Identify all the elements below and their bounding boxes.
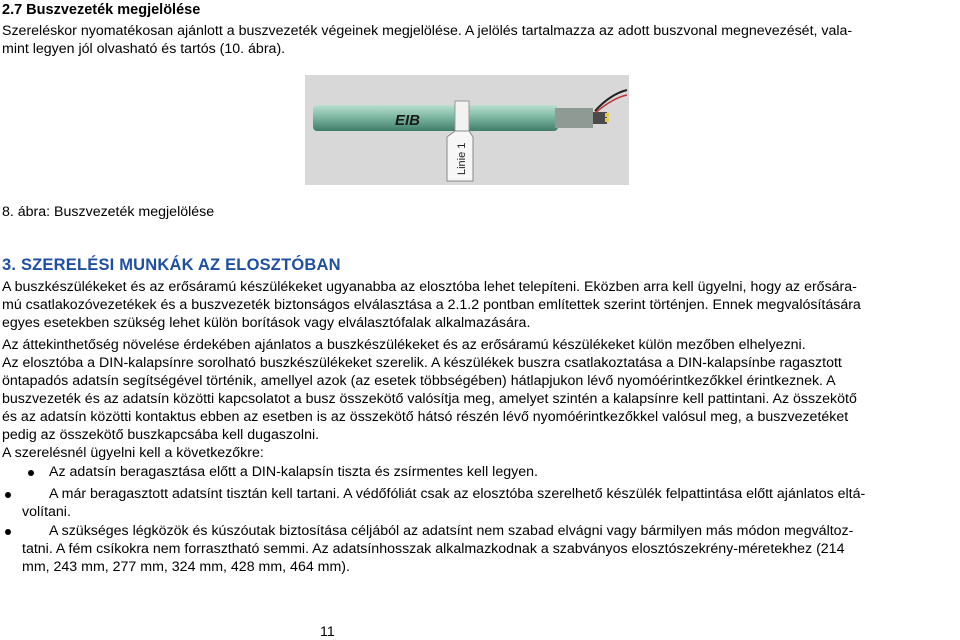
figure-caption: 8. ábra: Buszvezeték megjelölése xyxy=(2,204,215,220)
section-heading: 2.7 Buszvezeték megjelölése xyxy=(2,2,201,18)
bullet-dot xyxy=(5,492,11,498)
bullet-item-3: A szükséges légközök és kúszóutak biztosítása céljából az adatsínt nem szabad elvágni vagy bármilyen más módon megváltoz- xyxy=(49,523,854,539)
paragraph-line: Az elosztóba a DIN-kalapsínre sorolható buszkészülékeket szerelik. A készülékek buszra csatlakoztatása a DIN-kalapsínbe ragasztott xyxy=(2,355,842,371)
paragraph-line: öntapadós adatsín segítségével történik, amellyel azok (az esetek többségében) hátlapjukon lévő nyomóérintkezőkkel érintkeznek. A xyxy=(2,373,836,389)
paragraph-line: pedig az összekötő buszkapcsába kell dugaszolni. xyxy=(2,427,320,443)
chapter-heading: 3. SZERELÉSI MUNKÁK AZ ELOSZTÓBAN xyxy=(2,256,341,274)
bullet-dot xyxy=(28,470,34,476)
paragraph-line: Az áttekinthetőség növelése érdekében ajánlatos a buszkészülékeket és az erősáramú készülékeket külön mezőben elhelyezni. xyxy=(2,337,806,353)
eib-logo-text: EIB xyxy=(395,112,421,129)
cable-illustration xyxy=(305,75,629,185)
paragraph-line: A szerelésnél ügyelni kell a következőkre: xyxy=(2,445,264,461)
cable-marking-figure xyxy=(305,75,629,185)
bullet-item-3-cont: mm, 243 mm, 277 mm, 324 mm, 428 mm, 464 mm). xyxy=(22,559,350,575)
bullet-item-2-cont: volítani. xyxy=(22,504,71,520)
page-number: 11 xyxy=(320,624,335,640)
bullet-item-3-cont: tatni. A fém csíkokra nem forrasztható semmi. Az adatsínhosszak alkalmazkodnak a szabványos elosztószekrény-méretekhez (214 xyxy=(22,541,845,557)
paragraph-line: egyes esetekben szükség lehet külön borítások vagy elválasztófalak alkalmazására. xyxy=(2,315,531,331)
intro-line-1: Szereléskor nyomatékosan ajánlott a buszvezeték végeinek megjelölése. A jelölés tartalmazza az adott buszvonal megnevezését, vala- xyxy=(2,23,853,39)
paragraph-line: A buszkészülékeket és az erősáramú készülékeket ugyanabba az elosztóba lehet telepíteni. Eközben arra kell ügyelni, hogy az erősára- xyxy=(2,279,857,295)
bullet-item-1: Az adatsín beragasztása előtt a DIN-kalapsín tiszta és zsírmentes kell legyen. xyxy=(49,464,538,480)
paragraph-line: és az adatsín közötti kontaktus ebben az esetben is az összekötő hátsó részén lévő nyomóérintkezőkkel valósul meg, a buszvezetéket xyxy=(2,409,849,425)
bullet-item-2: A már beragasztott adatsínt tisztán kell tartani. A védőfóliát csak az elosztóba szerelhető készülék felpattintása előtt ajánlatos eltá- xyxy=(49,486,866,502)
intro-line-2: mint legyen jól olvasható és tartós (10. ábra). xyxy=(2,41,286,57)
paragraph-line: mú csatlakozóvezetékek és a buszvezeték biztonságos elválasztása a 2.1.2 pontban említettek szerint történjen. Ennek megvalósítására xyxy=(2,297,861,313)
paragraph-line: buszvezeték és az adatsín közötti kapcsolatot a busz összekötő valósítja meg, amelyet szintén a kalapsínre kell pattintani. Az összekötő xyxy=(2,391,857,407)
bullet-dot xyxy=(5,529,11,535)
tag-label-text: Linie 1 xyxy=(456,142,468,175)
